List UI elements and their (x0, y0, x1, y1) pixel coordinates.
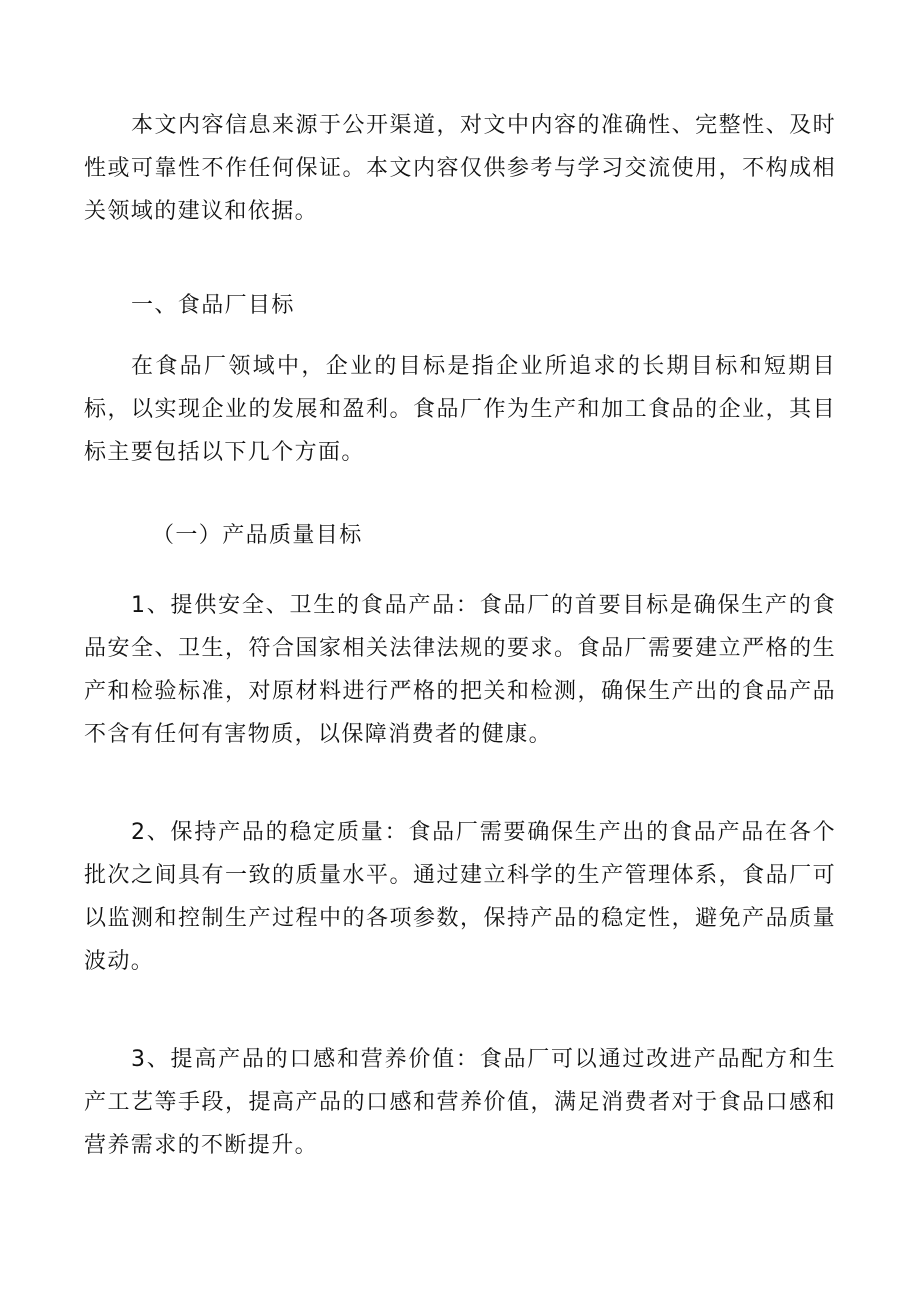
disclaimer-paragraph: 本文内容信息来源于公开渠道，对文中内容的准确性、完整性、及时性或可靠性不作任何保证。本文内容仅供参考与学习交流使用，不构成相关领域的建议和依据。 (84, 113, 836, 224)
section-title: 一、食品厂目标 (131, 293, 295, 318)
list-item-1: 1、提供安全、卫生的食品产品：食品厂的首要目标是确保生产的食品安全、卫生，符合国家相关法律法规的要求。食品厂需要建立严格的生产和检验标准，对原材料进行严格的把关和检测，确保生产出的食品产品不含有任何有害物质，以保障消费者的健康。 (84, 593, 836, 747)
list-item-3: 3、提高产品的口感和营养价值：食品厂可以通过改进产品配方和生产工艺等手段，提高产品的口感和营养价值，满足消费者对于食品口感和营养需求的不断提升。 (84, 1047, 836, 1158)
intro-paragraph: 在食品厂领域中，企业的目标是指企业所追求的长期目标和短期目标，以实现企业的发展和盈利。食品厂作为生产和加工食品的企业，其目标主要包括以下几个方面。 (84, 354, 836, 465)
list-item-2: 2、保持产品的稳定质量：食品厂需要确保生产出的食品产品在各个批次之间具有一致的质量水平。通过建立科学的生产管理体系，食品厂可以监测和控制生产过程中的各项参数，保持产品的稳定性，避免产品质量波动。 (84, 820, 836, 974)
subsection-title: （一）产品质量目标 (152, 523, 363, 548)
